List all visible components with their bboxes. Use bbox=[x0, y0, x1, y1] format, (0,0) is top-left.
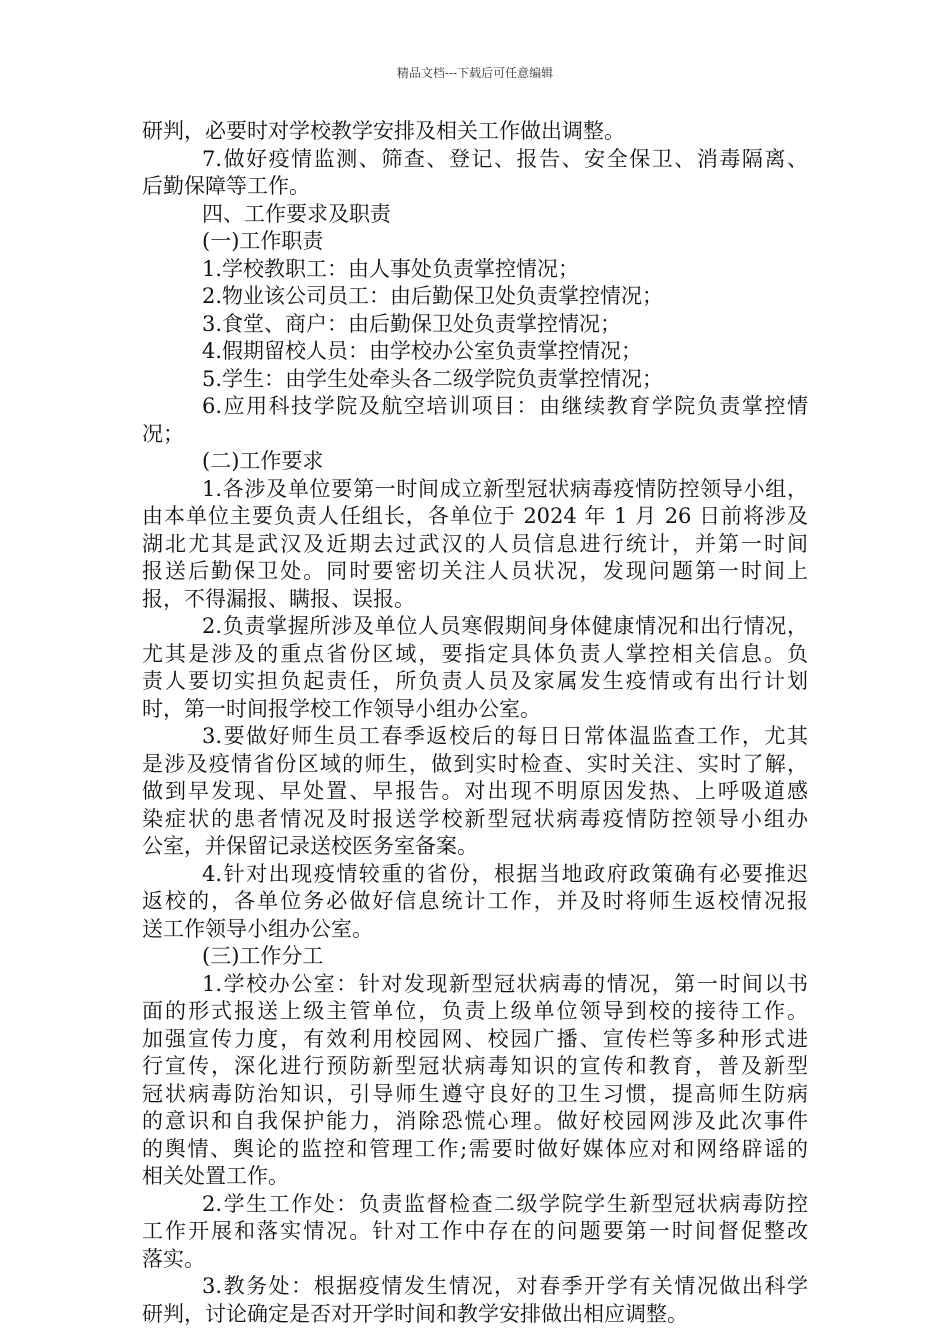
text-line: 行宣传，深化进行预防新型冠状病毒知识的宣传和教育，普及新型 bbox=[142, 1054, 808, 1078]
text-line: (三)工作分工 bbox=[202, 944, 324, 968]
text-line: 是涉及疫情省份区域的师生，做到实时检查、实时关注、实时了解， bbox=[142, 751, 808, 776]
text-line: 研判，必要时对学校教学安排及相关工作做出调整。 bbox=[142, 119, 625, 143]
text-line: 染症状的患者情况及时报送学校新型冠状病毒疫情防控领导小组办 bbox=[142, 806, 808, 831]
text-line: 时，第一时间报学校工作领导小组办公室。 bbox=[142, 696, 541, 721]
text-line: 落实。 bbox=[142, 1246, 205, 1271]
text-line: 公室，并保留记录送校医务室备案。 bbox=[142, 834, 478, 858]
text-line: 3.食堂、商户：由后勤保卫处负责掌控情况； bbox=[202, 311, 622, 336]
text-line: 1.学校办公室：针对发现新型冠状病毒的情况，第一时间以书 bbox=[202, 971, 808, 996]
text-line: 研判，讨论确定是否对开学时间和教学安排做出相应调整。 bbox=[142, 1301, 688, 1326]
text-line: 6.应用科技学院及航空培训项目：由继续教育学院负责掌控情 bbox=[202, 394, 808, 418]
text-line: 2.物业该公司员工：由后勤保卫处负责掌控情况； bbox=[202, 284, 664, 308]
text-line: 的意识和自我保护能力，消除恐慌心理。做好校园网涉及此次事件 bbox=[142, 1109, 808, 1133]
text-line: (二)工作要求 bbox=[202, 449, 324, 473]
text-line: 由本单位主要负责人任组长，各单位于 2024 年 1 月 26 日前将涉及 bbox=[142, 504, 808, 528]
text-line: 做到早发现、早处置、早报告。对出现不明原因发热、上呼吸道感 bbox=[142, 779, 808, 803]
text-line: 报送后勤保卫处。同时要密切关注人员状况，发现问题第一时间上 bbox=[142, 559, 808, 583]
text-line: 四、工作要求及职责 bbox=[202, 201, 391, 226]
text-line: 加强宣传力度，有效利用校园网、校园广播、宣传栏等多种形式进 bbox=[142, 1026, 808, 1051]
text-line: 送工作领导小组办公室。 bbox=[142, 916, 373, 941]
text-line: 冠状病毒防治知识，引导师生遵守良好的卫生习惯，提高师生防病 bbox=[142, 1081, 808, 1106]
text-line: 1.各涉及单位要第一时间成立新型冠状病毒疫情防控领导小组， bbox=[202, 476, 808, 501]
text-line: 5.学生：由学生处牵头各二级学院负责掌控情况； bbox=[202, 366, 664, 391]
text-line: 报，不得漏报、瞒报、误报。 bbox=[142, 586, 415, 611]
text-line: 后勤保障等工作。 bbox=[142, 174, 310, 198]
text-line: 湖北尤其是武汉及近期去过武汉的人员信息进行统计，并第一时间 bbox=[142, 531, 808, 556]
text-line: 工作开展和落实情况。针对工作中存在的问题要第一时间督促整改 bbox=[142, 1219, 808, 1243]
text-line: 责人要切实担负起责任，所负责人员及家属发生疫情或有出行计划 bbox=[142, 669, 808, 693]
text-line: 1.学校教职工：由人事处负责掌控情况； bbox=[202, 256, 580, 281]
text-line: 2.负责掌握所涉及单位人员寒假期间身体健康情况和出行情况， bbox=[202, 614, 808, 638]
text-line: 4.假期留校人员：由学校办公室负责掌控情况； bbox=[202, 339, 643, 363]
page-header-watermark: 精品文档---下载后可任意编辑 bbox=[396, 66, 554, 80]
text-line: 3.要做好师生员工春季返校后的每日日常体温监查工作，尤其 bbox=[202, 724, 808, 748]
text-line: 7.做好疫情监测、筛查、登记、报告、安全保卫、消毒隔离、 bbox=[202, 146, 808, 171]
text-line: 4.针对出现疫情较重的省份，根据当地政府政策确有必要推迟 bbox=[202, 861, 808, 886]
text-line: (一)工作职责 bbox=[202, 229, 324, 253]
document-body bbox=[142, 118, 808, 1328]
text-line: 2.学生工作处：负责监督检查二级学院学生新型冠状病毒防控 bbox=[202, 1191, 808, 1216]
text-line: 尤其是涉及的重点省份区域，要指定具体负责人掌控相关信息。负 bbox=[142, 641, 808, 666]
text-line: 3.教务处：根据疫情发生情况，对春季开学有关情况做出科学 bbox=[202, 1274, 808, 1298]
text-line: 面的形式报送上级主管单位，负责上级单位领导到校的接待工作。 bbox=[142, 999, 808, 1023]
text-line: 相关处置工作。 bbox=[142, 1164, 289, 1188]
text-line: 的舆情、舆论的监控和管理工作;需要时做好媒体应对和网络辟谣的 bbox=[142, 1136, 808, 1161]
text-line: 返校的，各单位务必做好信息统计工作，并及时将师生返校情况报 bbox=[142, 889, 808, 913]
text-line: 况； bbox=[142, 421, 184, 446]
